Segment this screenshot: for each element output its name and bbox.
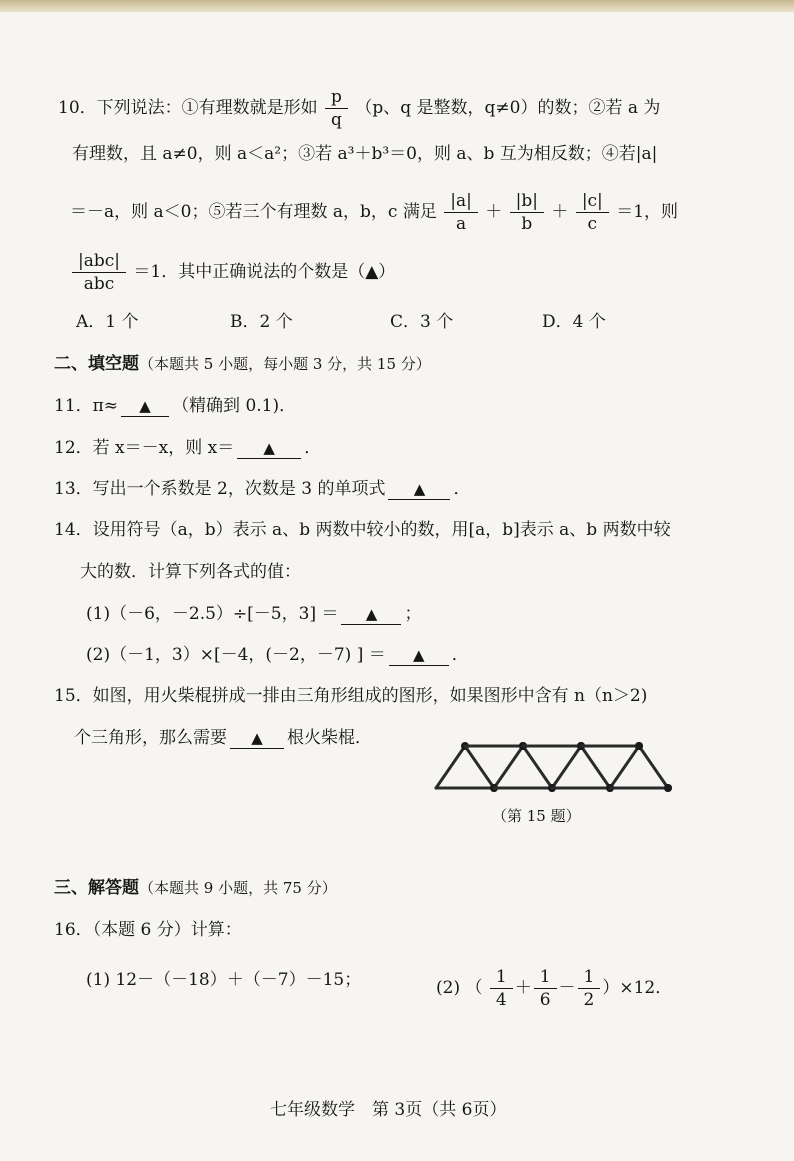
q10-line2: 有理数，且 a≠0，则 a＜a²；③若 a³＋b³＝0，则 a、b 互为相反数；④若|a| <box>72 144 658 164</box>
q15-line2: 个三角形，那么需要 ▲ 根火柴棍． <box>74 728 372 748</box>
matchstick-triangle-figure <box>428 736 688 796</box>
matchstick <box>581 746 610 788</box>
matchstick <box>523 746 552 788</box>
q11-answer-blank[interactable]: ▲ <box>121 396 169 417</box>
q14-part1: (1)（－6，－2.5）÷[－5，3] ＝ ▲ ； <box>86 604 422 624</box>
q14-line2: 大的数．计算下列各式的值： <box>80 562 301 582</box>
page-footer: 七年级数学 第 3页（共 6页） <box>270 1100 507 1120</box>
matchstick <box>552 746 581 788</box>
q12-line: 12．若 x＝－x，则 x＝ ▲ ． <box>54 438 322 458</box>
matchstick <box>494 746 523 788</box>
q10-line3: ＝－a，则 a＜0；⑤若三个有理数 a，b，c 满足 $\frac{|a|}{a}$ ＋ $\frac{|b|}{b}$ ＋ $\frac{|c|}{c}$ ＝1，则 <box>70 191 679 234</box>
q15-answer-blank[interactable]: ▲ <box>230 728 284 749</box>
matchstick <box>436 746 465 788</box>
matchstick <box>639 746 668 788</box>
q10-option-c: C．3 个 <box>390 312 454 332</box>
q16-heading: 16．（本题 6 分）计算： <box>54 920 242 940</box>
fraction-abs-b: $\frac{|b|}{b}$ <box>510 190 544 235</box>
q10-number: 10 <box>58 98 80 118</box>
q16-part2: (2) （ $\frac{1}{4}$ ＋ $\frac{1}{6}$ － $\frac{1}{2}$ ）×12． <box>436 967 673 1010</box>
section3-heading: 三、解答题（本题共 9 小题，共 75 分） <box>54 878 337 898</box>
fraction-one-sixth: $\frac{1}{6}$ <box>534 966 557 1011</box>
q11-line: 11．π≈ ▲ （精确到 0.1)． <box>54 396 297 416</box>
scan-top-edge <box>0 0 794 12</box>
fraction-abs-abc: $\frac{\text{|abc|}}{\text{abc}}$ <box>72 250 126 295</box>
q14-part1-blank[interactable]: ▲ <box>341 604 401 625</box>
q15-figure-caption: （第 15 题） <box>492 807 581 825</box>
q10-option-b: B．2 个 <box>230 312 293 332</box>
q10-option-a: A．1 个 <box>76 312 139 332</box>
q13-line: 13．写出一个系数是 2，次数是 3 的单项式 ▲ ． <box>54 479 471 499</box>
q16-part1: (1) 12－（－18）＋（－7）－15； <box>86 970 362 990</box>
q15-line1: 15．如图，用火柴棍拼成一排由三角形组成的图形，如果图形中含有 n（n＞2) <box>54 686 648 706</box>
q14-line1: 14．设用符号（a，b）表示 a、b 两数中较小的数，用[a，b]表示 a、b 两数中较 <box>54 520 671 540</box>
section2-heading: 二、填空题（本题共 5 小题，每小题 3 分，共 15 分） <box>54 354 431 374</box>
q13-answer-blank[interactable]: ▲ <box>388 479 450 500</box>
q12-answer-blank[interactable]: ▲ <box>237 438 301 459</box>
fraction-one-half: $\frac{1}{2}$ <box>578 966 601 1011</box>
match-head <box>635 742 643 750</box>
matchstick <box>465 746 494 788</box>
q14-part2: (2)（－1，3）×[－4，(－2，－7) ] ＝ ▲ ． <box>86 645 469 665</box>
q10-line4: $\frac{\text{|abc|}}{\text{abc}}$ ＝1．其中正确说法的个数是（▲） <box>70 250 395 295</box>
fraction-abs-c: $\frac{|c|}{c}$ <box>576 190 609 235</box>
matchstick <box>610 746 639 788</box>
fraction-one-quarter: $\frac{1}{4}$ <box>490 966 513 1011</box>
fraction-p-over-q: $\frac{p}{q}$ <box>325 86 348 131</box>
fraction-abs-a: $\frac{|a|}{a}$ <box>444 190 478 235</box>
q14-part2-blank[interactable]: ▲ <box>389 645 449 666</box>
q10-option-d: D．4 个 <box>542 312 606 332</box>
match-head <box>664 784 672 792</box>
q10-line1: 10．下列说法：①有理数就是形如 $\frac{p}{q}$ （p、q 是整数，q≠0）的数；②若 a 为 <box>58 87 661 130</box>
